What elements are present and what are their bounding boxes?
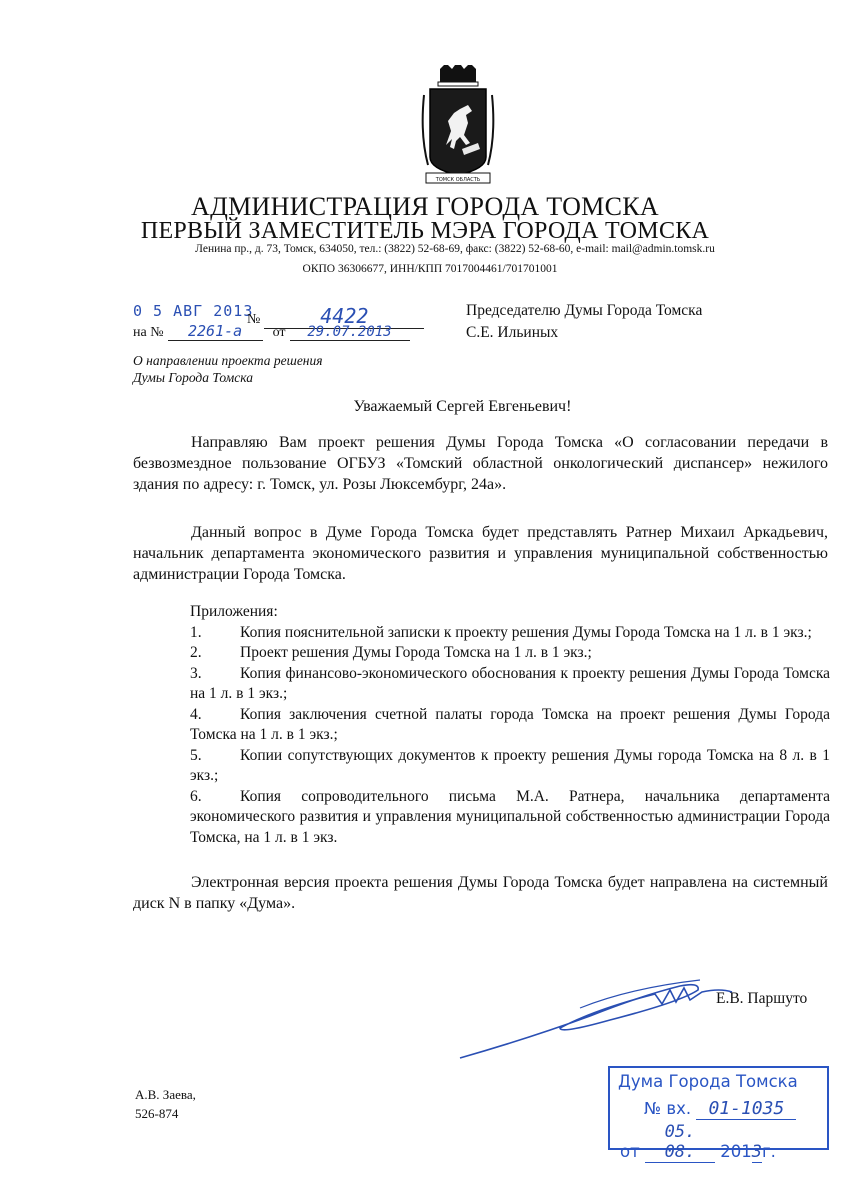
addressee-name: С.Е. Ильиных <box>466 324 559 341</box>
attachment-item <box>190 664 830 705</box>
registration-stamp <box>608 1066 829 1162</box>
attachment-number: 5. <box>190 746 202 764</box>
attachment-item <box>190 787 830 849</box>
paragraph-text: Электронная версия проекта решения Думы Города Томска будет направлена на системный диск N в папку «Дума». <box>133 874 828 912</box>
stamp-org: Дума Города Томска <box>618 1072 798 1091</box>
attachment-number: 2. <box>190 644 202 661</box>
signatory-name: Е.В. Паршуто <box>716 990 808 1007</box>
outgoing-date-stamp: 0 5 АВГ 2013 <box>133 302 254 320</box>
handwritten-signature <box>440 968 740 1068</box>
incoming-date: 29.07.2013 <box>290 324 410 341</box>
body-paragraph-2 <box>133 522 828 585</box>
attachment-text: Копия сопроводительного письма М.А. Ратнера, начальника департамента экономического развития и управления муниципальной собственностью администрации Города Томска, на 1 л. в 1 экз. <box>190 787 830 846</box>
subject-line-2: Думы Города Томска <box>133 370 253 385</box>
attachment-text: Копии сопутствующих документов к проекту решения Думы города Томска на 8 л. в 1 экз.; <box>190 746 830 784</box>
attachment-number: 3. <box>190 664 202 682</box>
attachment-text: Проект решения Думы Города Томска на 1 л. в 1 экз.; <box>240 644 592 661</box>
attachment-item <box>190 746 830 787</box>
body-paragraph-1 <box>133 432 828 495</box>
subject-line-1: О направлении проекта решения <box>133 353 323 368</box>
attachment-text: Копия пояснительной записки к проекту решения Думы Города Томска на 1 л. в 1 экз.; <box>240 623 812 641</box>
attachment-number: 6. <box>190 787 202 805</box>
attachments-list <box>190 602 830 848</box>
attachment-item <box>190 623 830 644</box>
stamp-from-label: от <box>620 1142 640 1161</box>
author-phone: 526-874 <box>135 1106 179 1121</box>
emblem-ribbon-text: ТОМСК ОБЛАСТЬ <box>435 177 481 183</box>
coat-of-arms-icon <box>418 65 498 190</box>
body-paragraph-3 <box>133 872 828 914</box>
attachment-number: 4. <box>190 705 202 723</box>
org-title: АДМИНИСТРАЦИЯ ГОРОДА ТОМСКА <box>191 192 659 221</box>
outgoing-number: 4422 <box>264 304 424 329</box>
org-address: Ленина пр., д. 73, Томск, 634050, тел.: (3822) 52-68-69, факс: (3822) 52-68-60, e-mail: mail@admin.tomsk.ru <box>195 243 715 255</box>
stamp-number: 01-1035 <box>696 1098 796 1120</box>
attachment-item <box>190 643 830 664</box>
paragraph-text: Данный вопрос в Думе Города Томска будет представлять Ратнер Михаил Аркадьевич, начальник департамента экономического развития и управления муниципальной собственностью администрации Города Томска. <box>133 524 828 583</box>
stamp-number-row <box>644 1098 796 1120</box>
paragraph-text: Направляю Вам проект решения Думы Города Томска «О согласовании передачи в безвозмездное пользование ОГБУЗ «Томский областной онкологический диспансер» нежилого здания по адресу: г. Томск, ул. Розы Люксембург, 24а». <box>133 434 828 493</box>
incoming-number: 2261-а <box>168 322 263 341</box>
stamp-number-label: № вх. <box>644 1099 692 1118</box>
stamp-date-row <box>620 1122 776 1163</box>
attachment-number: 1. <box>190 623 202 641</box>
city-emblem <box>418 65 498 190</box>
addressee-position: Председателю Думы Города Томска <box>466 302 703 319</box>
incoming-ref-row <box>133 322 410 341</box>
org-subtitle: ПЕРВЫЙ ЗАМЕСТИТЕЛЬ МЭРА ГОРОДА ТОМСКА <box>140 218 710 244</box>
stamp-year-prefix: 201 <box>720 1142 752 1161</box>
stamp-year-suffix: г. <box>761 1142 776 1161</box>
stamp-date: 05. 08. <box>645 1122 715 1163</box>
attachment-text: Копия финансово-экономического обоснования к проекту решения Думы Города Томска на 1 л. в 1 экз.; <box>190 664 830 702</box>
number-label: № <box>247 312 261 327</box>
org-okpo: ОКПО 36306677, ИНН/КПП 7017004461/701701001 <box>302 263 558 275</box>
in-date-label: от <box>272 325 286 340</box>
attachment-item <box>190 705 830 746</box>
in-number-label: на № <box>133 325 164 340</box>
stamp-year-digit: 3 <box>751 1142 762 1162</box>
author-name: А.В. Заева, <box>135 1087 196 1102</box>
attachment-text: Копия заключения счетной палаты города Томска на проект решения Думы Города Томска на 1 л. в 1 экз.; <box>190 705 830 743</box>
subject <box>133 352 323 386</box>
attachments-title: Приложения: <box>190 603 278 620</box>
author-block <box>135 1085 196 1123</box>
addressee <box>466 300 702 344</box>
salutation: Уважаемый Сергей Евгеньевич! <box>353 398 572 415</box>
